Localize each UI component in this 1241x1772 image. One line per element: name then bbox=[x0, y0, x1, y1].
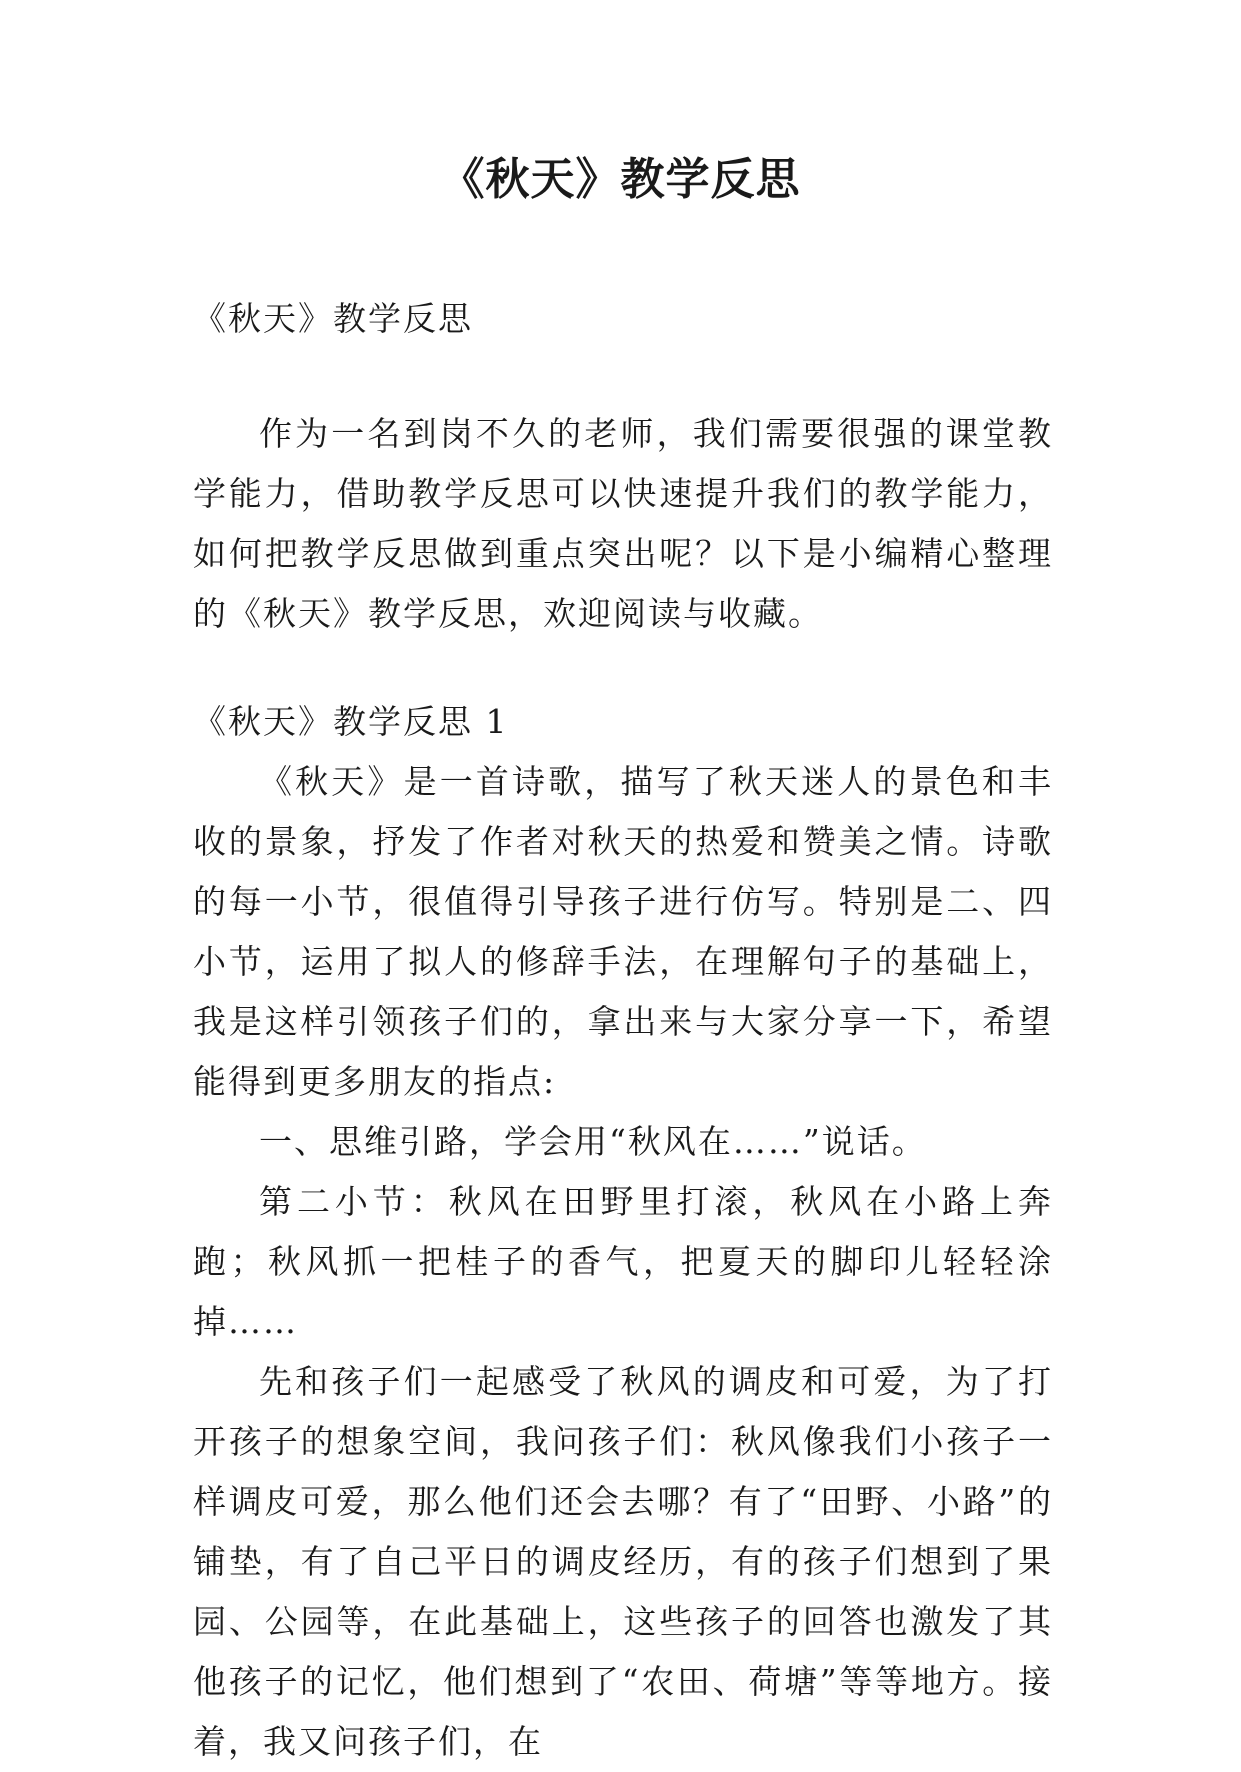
body-paragraph: 先和孩子们一起感受了秋风的调皮和可爱，为了打开孩子的想象空间，我问孩子们：秋风像我们小孩子一样调皮可爱，那么他们还会去哪？有了“田野、小路”的铺垫，有了自己平日的调皮经历，有的孩子们想到了果园、公园等，在此基础上，这些孩子的回答也激发了其他孩子的记忆，他们想到了“农田、荷塘”等等地方。接着，我又问孩子们，在 bbox=[193, 1362, 1053, 1761]
section-heading: 《秋天》教学反思 1 bbox=[193, 702, 509, 741]
body-paragraph: 一、思维引路，学会用“秋风在……”说话。 bbox=[259, 1122, 927, 1161]
body-paragraph: 《秋天》是一首诗歌，描写了秋天迷人的景色和丰收的景象，抒发了作者对秋天的热爱和赞美之情。诗歌的每一小节，很值得引导孩子进行仿写。特别是二、四小节，运用了拟人的修辞手法，在理解句子的基础上，我是这样引领孩子们的，拿出来与大家分享一下，希望能得到更多朋友的指点: bbox=[193, 762, 1053, 1101]
section-1 bbox=[193, 692, 1053, 1772]
subtitle-block bbox=[193, 289, 1053, 349]
document-subtitle: 《秋天》教学反思 bbox=[193, 299, 473, 338]
body-paragraph: 第二小节：秋风在田野里打滚，秋风在小路上奔跑；秋风抓一把桂子的香气，把夏天的脚印儿轻轻涂掉…… bbox=[193, 1182, 1053, 1341]
intro-paragraph: 作为一名到岗不久的老师，我们需要很强的课堂教学能力，借助教学反思可以快速提升我们的教学能力，如何把教学反思做到重点突出呢？以下是小编精心整理的《秋天》教学反思，欢迎阅读与收藏。 bbox=[193, 414, 1053, 633]
document-title: 《秋天》教学反思 bbox=[440, 154, 801, 205]
intro-block bbox=[193, 404, 1053, 644]
